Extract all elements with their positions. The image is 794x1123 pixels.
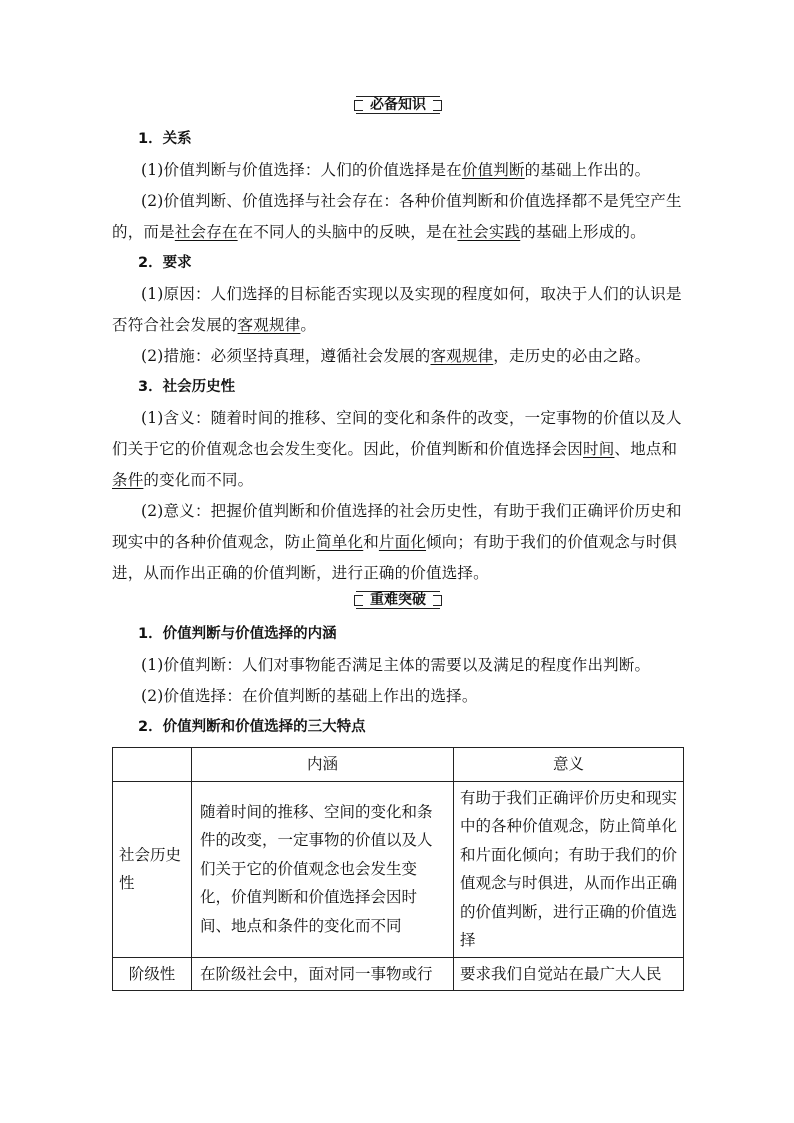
section-title: 必备知识 [356, 96, 440, 114]
table-header-row [113, 748, 684, 782]
heading-three-features: 2．价值判断和价值选择的三大特点 [138, 719, 366, 735]
paragraph: (1)价值判断与价值选择：人们的价值选择是在价值判断的基础上作出的。 [141, 161, 651, 179]
table-cell-significance: 有助于我们正确评价历史和现实中的各种价值观念，防止简单化和片面化倾向；有助于我们的价值观念与时俱进，从而作出正确的价值判断，进行正确的价值选择 [454, 781, 684, 957]
table-cell-meaning: 随着时间的推移、空间的变化和条件的改变，一定事物的价值以及人们关于它的价值观念也会发生变化，价值判断和价值选择会因时间、地点和条件的变化而不同 [192, 781, 454, 957]
paragraph: (1)价值判断：人们对事物能否满足主体的需要以及满足的程度作出判断。 [141, 656, 651, 674]
table-header-cell: 内涵 [192, 748, 454, 782]
table-cell-significance: 要求我们自觉站在最广大人民 [454, 957, 684, 991]
features-table [112, 747, 684, 991]
section-header-key-points [112, 591, 684, 611]
table-cell-feature: 社会历史性 [113, 781, 192, 957]
heading-social-historical: 3．社会历史性 [138, 379, 236, 395]
paragraph: (1)原因：人们选择的目标能否实现以及实现的程度如何，取决于人们的认识是否符合社会发展的客观规律。 [112, 285, 682, 334]
paragraph: (2)措施：必须坚持真理，遵循社会发展的客观规律，走历史的必由之路。 [141, 347, 651, 365]
table-cell-meaning: 在阶级社会中，面对同一事物或行 [192, 957, 454, 991]
heading-requirement: 2．要求 [138, 255, 192, 271]
paragraph: (2)价值判断、价值选择与社会存在：各种价值判断和价值选择都不是凭空产生的，而是社会存在在不同人的头脑中的反映，是在社会实践的基础上形成的。 [112, 192, 682, 241]
table-row [113, 957, 684, 991]
heading-relationship: 1．关系 [138, 131, 192, 147]
table-header-cell [113, 748, 192, 782]
table-row [113, 781, 684, 957]
paragraph: (2)意义：把握价值判断和价值选择的社会历史性，有助于我们正确评价历史和现实中的各种价值观念，防止简单化和片面化倾向；有助于我们的价值观念与时俱进，从而作出正确的价值判断，进行正确的价值选择。 [112, 502, 682, 582]
section-title: 重难突破 [356, 591, 440, 609]
section-header-essential [112, 96, 684, 116]
paragraph: (1)含义：随着时间的推移、空间的变化和条件的改变，一定事物的价值以及人们关于它的价值观念也会发生变化。因此，价值判断和价值选择会因时间、地点和条件的变化而不同。 [112, 409, 682, 489]
document-page [112, 96, 684, 991]
table-header-cell: 意义 [454, 748, 684, 782]
heading-connotation: 1．价值判断与价值选择的内涵 [138, 626, 337, 642]
table-cell-feature: 阶级性 [113, 957, 192, 991]
paragraph: (2)价值选择：在价值判断的基础上作出的选择。 [141, 687, 478, 705]
